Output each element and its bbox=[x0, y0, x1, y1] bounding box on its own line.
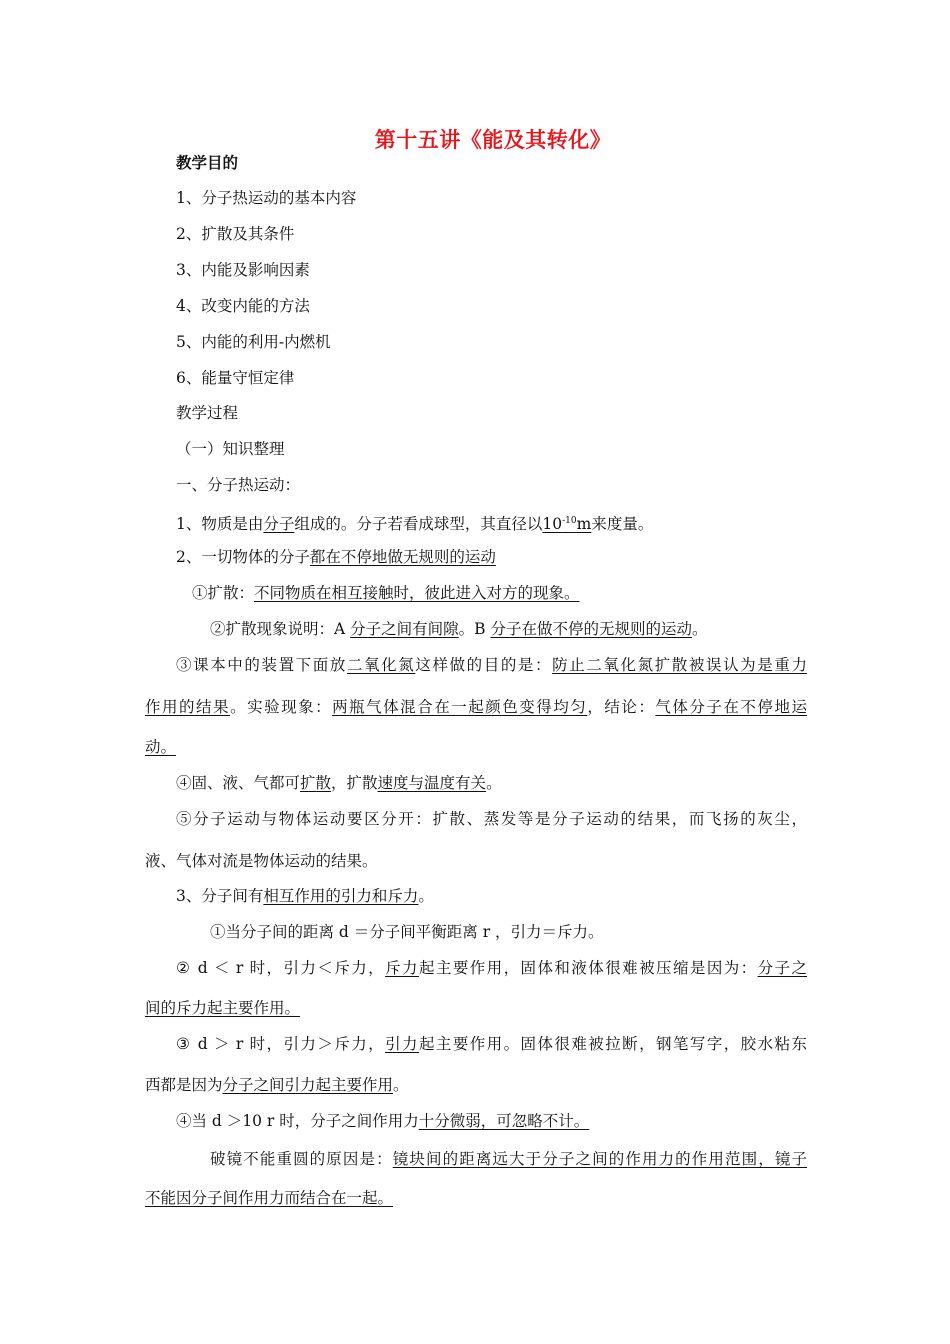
goal-item: 2、扩散及其条件 bbox=[176, 225, 295, 243]
underlined-answer: 间的斥力起主要作用。 bbox=[145, 999, 301, 1017]
underlined-answer: 气体分子在不停地运 bbox=[655, 698, 807, 716]
paragraph-11-line-1 bbox=[176, 1033, 807, 1055]
paragraph-7-line-2: 液、气体对流是物体运动的结果。 bbox=[145, 852, 378, 870]
paragraph-12 bbox=[176, 1110, 589, 1132]
underlined-answer bbox=[542, 515, 591, 533]
paragraph-13-line-1 bbox=[210, 1148, 807, 1170]
underlined-answer: 镜块间的距离远大于分子之间的作用力的作用范围，镜子 bbox=[392, 1150, 807, 1168]
text: ④当 d ＞10 r 时，分子之间作用力 bbox=[176, 1112, 419, 1130]
paragraph-5-line-1 bbox=[176, 654, 807, 676]
text: 起主要作用。固体很难被拉断，钢笔写字，胶水粘东 bbox=[418, 1035, 807, 1053]
goal-item: 1、分子热运动的基本内容 bbox=[176, 189, 357, 207]
text: ①扩散： bbox=[192, 584, 255, 602]
paragraph-13-line-2 bbox=[145, 1187, 393, 1209]
paragraph-5-line-2 bbox=[145, 696, 807, 718]
page-title: 第十五讲《能及其转化》 bbox=[374, 128, 612, 152]
paragraph-9: ①当分子间的距离 d ＝分子间平衡距离 r ，引力＝斥力。 bbox=[210, 923, 604, 941]
underlined-answer: 分子 bbox=[263, 515, 295, 533]
text: 组成的。分子若看成球型，其直径以 bbox=[294, 515, 543, 533]
text: 10 bbox=[542, 515, 563, 533]
text: 。 bbox=[418, 887, 434, 905]
underlined-answer: 分子之间引力起主要作用 bbox=[222, 1076, 394, 1094]
underlined-answer: 分子之 bbox=[757, 959, 807, 977]
text: ②扩散现象说明：A bbox=[210, 620, 351, 638]
underlined-answer: 不同物质在相互接触时，彼此进入对方的现象。 bbox=[254, 584, 580, 602]
text: ④固、液、气都可 bbox=[176, 774, 301, 792]
exponent: -10 bbox=[562, 516, 577, 526]
underlined-answer: 二氧化氮 bbox=[346, 656, 416, 674]
text: 。 bbox=[691, 620, 708, 638]
goal-item: 3、内能及影响因素 bbox=[176, 261, 310, 279]
goal-item: 5、内能的利用-内燃机 bbox=[176, 333, 331, 351]
paragraph-10-line-1 bbox=[176, 957, 807, 979]
paragraph-8 bbox=[176, 885, 434, 907]
text: ② d ＜ r 时，引力＜斥力， bbox=[176, 959, 386, 977]
text: 来度量。 bbox=[591, 515, 654, 533]
text: 。B bbox=[458, 620, 491, 638]
goal-item: 6、能量守恒定律 bbox=[176, 369, 295, 387]
underlined-answer: 防止二氧化氮扩散被误认为是重力 bbox=[552, 656, 807, 674]
underlined-answer: 都在不停地做无规则的运动 bbox=[309, 548, 496, 566]
paragraph-1 bbox=[176, 510, 653, 535]
underlined-answer: 十分微弱，可忽略不计。 bbox=[418, 1112, 590, 1130]
underlined-answer: 不能因分子间作用力而结合在一起。 bbox=[145, 1189, 394, 1207]
goal-heading: 教学目的 bbox=[176, 154, 239, 172]
text: 。实验现象： bbox=[230, 698, 333, 716]
text: 起主要作用，固体和液体很难被压缩是因为： bbox=[418, 959, 758, 977]
paragraph-7-line-1: ⑤分子运动与物体运动要区分开：扩散、蒸发等是分子运动的结果，而飞扬的灰尘， bbox=[176, 810, 807, 828]
text: 2、一切物体的分子 bbox=[176, 548, 310, 566]
underlined-answer: 作用的结果 bbox=[145, 698, 231, 716]
text: ③ d ＞ r 时，引力＞斥力， bbox=[176, 1035, 386, 1053]
text: 3、分子间有 bbox=[176, 887, 264, 905]
paragraph-4 bbox=[210, 618, 708, 640]
goal-item: 4、改变内能的方法 bbox=[176, 297, 310, 315]
paragraph-3 bbox=[192, 582, 580, 604]
paragraph-2 bbox=[176, 546, 496, 568]
underlined-answer: 动。 bbox=[145, 738, 177, 756]
underlined-answer: 扩散 bbox=[300, 774, 332, 792]
paragraph-5-line-3 bbox=[145, 736, 176, 758]
text: 破镜不能重圆的原因是： bbox=[210, 1150, 393, 1168]
underlined-answer: 相互作用的引力和斥力 bbox=[263, 887, 419, 905]
underlined-answer: 分子在做不停的无规则的运动 bbox=[490, 620, 692, 638]
part-heading: （一）知识整理 bbox=[176, 440, 285, 458]
underlined-answer: 速度与温度有关 bbox=[377, 774, 487, 792]
underlined-answer: 分子之间有间隙 bbox=[350, 620, 459, 638]
text: 1、物质是由 bbox=[176, 515, 264, 533]
text: 这样做的目的是： bbox=[415, 656, 553, 674]
text: ，结论： bbox=[587, 698, 656, 716]
text: 。 bbox=[393, 1076, 409, 1094]
paragraph-11-line-2 bbox=[145, 1074, 409, 1096]
text: ，扩散 bbox=[331, 774, 378, 792]
section-heading: 一、分子热运动： bbox=[176, 476, 301, 494]
text: ③课本中的装置下面放 bbox=[176, 656, 347, 674]
process-heading: 教学过程 bbox=[176, 404, 239, 422]
text: 西都是因为 bbox=[145, 1076, 223, 1094]
paragraph-6 bbox=[176, 772, 502, 794]
underlined-answer: 两瓶气体混合在一起颜色变得均匀 bbox=[332, 698, 588, 716]
underlined-answer: 斥力 bbox=[385, 959, 419, 977]
paragraph-10-line-2 bbox=[145, 997, 300, 1019]
text: 。 bbox=[486, 774, 502, 792]
text: m bbox=[576, 515, 592, 533]
underlined-answer: 引力 bbox=[385, 1035, 419, 1053]
